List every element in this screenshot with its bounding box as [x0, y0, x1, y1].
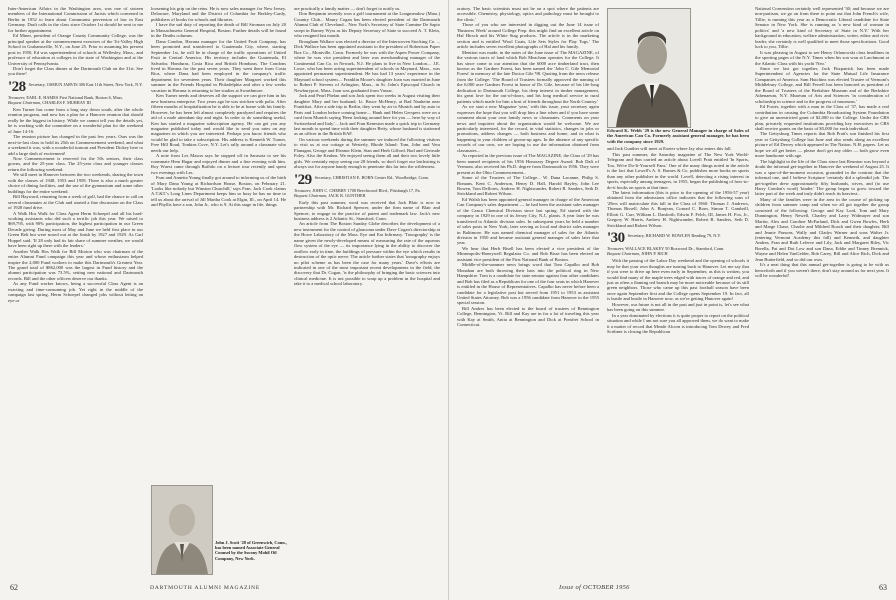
paragraph: Now Commencement is reserved for the 50s seniors, their class gowns, and the 25-year class. The 25-year class and younger classes return the following weekend.	[8, 155, 143, 172]
paragraph: It was pleasing in August to see Henry Orlanowski class headlines in the sporting pages of the N.Y. Times when his son won at Larchmont at the Atlantic Class with his yacht 'Neo.'	[755, 49, 889, 66]
right-column-2	[607, 128, 749, 580]
paragraph: I have the sad duty of reporting the death of Bill Stroman on July 20 in Massachusetts General Hospital, Boston. Further details will be found in the Deaths columns.	[151, 22, 286, 39]
paragraph: As reported in the previous issue of The MAGAZINE, the Class of '29 has been named recipients of his 1956 Honorary Degree Award. Bob Daft of Vermont, also received his Ph.D. degree from Dartmouth in 1956. They were present at the Ohio Commencement...	[457, 153, 599, 175]
paragraph: Since we last got together, Jack Fitzpatrick has been made Superintendent of Agencies for the State Mutual Life Insurance Companies of America. Sam Hutchins was elected Trustee of Vermont's Middlebury College, and Bill Ferrell has been honored as president of the Board of Trustees of the Berkshire Museum and of the Berkshire Athenaeum, N.Y. Museum of Arts and Sciences 'in consideration of scholarship in science and in the progress of museums.'	[755, 65, 889, 104]
treasurer-role: Treasurer,	[8, 94, 26, 100]
treasurer-role: Treasurer,	[294, 187, 312, 193]
portrait-image	[152, 486, 212, 574]
portrait-image	[608, 9, 690, 127]
class-secretary: Secretary, CHRISTIAN E. BORN Center Rd., Woodbridge, Conn.	[314, 174, 429, 180]
class-officers	[8, 95, 143, 105]
paragraph: On various weekends during the summer we induced the following visitors to visit us at our cottage at Westerly, Rhode Island: Tom, John and Vera Flanagan, George and Eleanor Klein, Stan and Herb Gifford, Bud and Gertrude Foley. Also the Keuhns. We enjoyed seeing them all and their two lovely little girls. We certainly enjoy seeing our 28 friends, so don't forget our latchstring is always out for anyone handy enough to penetrate this far into the wilderness.	[294, 136, 440, 170]
paragraph: Early this past summer, word was received that Jack Blair is now in partnership with Mr. Richard Spencer, under the firm name of Blair and Spencer, to engage in the practice of patent and trademark law. Jack's new business address is 2 Atlantic St., Stamford, Conn.	[294, 199, 440, 221]
right-column-1	[457, 6, 599, 580]
treasurer-role: Treasurer,	[607, 246, 625, 252]
paragraph: Ed Miner, president of Orange County Community College, was the principal speaker at the commencement exercises of the Tri-Valley High School in Grahamsville, N.Y., on June 25. Prior to assuming his present post in 1950, Ed was superintendent of schools at Wellesley, Mass., and professor of education at colleges in the state of Washington and at the University of Pennsylvania.	[8, 33, 143, 66]
class-secretary: Secretary, OSMUN JARVIS 306 East 11th Street, New York, N.Y.	[28, 81, 143, 87]
paragraph: Dana Condon, Havana manager for the United Fruit Company, has been promoted and transferred to Guatemala City, where, starting September 1st, he will be in charge of the traffic operations of United Fruit in Central America. His territory includes the Guatemala, El Salvador, Honduras, Costa Rica and British Honduras. The Condons lived in Havana for the past seven years. They went there from Costa Rica, where Dana had been employed in the company's traffic department for seventeen years. Their daughter Margaret worked this summer in the Friends Hospital in Philadelphia and after a few weeks vacation in Havana is returning to her studies at Swarthmore.	[151, 38, 286, 93]
running-footer: DARTMOUTH ALUMNI MAGAZINE	[150, 585, 261, 591]
paragraph: National Convention certainly well represented '30; and because we are non-partisan, we go on from there to point out that John French's wife, Tillie, is running this year as a Democratic Liberal candidate for State Senator in New York. She is running as 'a new kind of woman in politics' and 'a new kind of Secretary of State in N.Y.' With her background in education, welfare administration, writer, editor and civic leader, she certainly is well qualified to meet those specifications. Good luck to you, Tillie.	[755, 6, 889, 50]
class-officers	[294, 188, 440, 198]
class-heading-1930	[607, 231, 749, 245]
class-treasurer: JOHN C. CHERRY 1708 Beechwood Blvd., Pittsburgh 17, Pa.	[312, 187, 421, 193]
paragraph: Bill Andres has been elected to the board of trustees of Bennington College, Bennington, Vt. Bill and Kay are in for a lot of traveling this year with Kay at Smith, Anita at Bennington and Dick at Pomfret School in Connecticut.	[457, 305, 599, 328]
paragraph: Mention was made, in the notes of the June issue of The MAGAZINE, of the various tracts of land which Bob Meacham operates for the College. It has since come to our attention that the 6000 acre timberland tract, then known as the Gardner Forest, has been named the 'John C. Gile Memorial Forest' in memory of the late Doctor Gile '98. Quoting from the news release from the College: 'The Board of Trustees formally approved the naming of the 6,000 acre Gardner Forest in honor of Dr. Gile, because of his life-long dedication to Dartmouth College, his deep interest in timber management, his great love for the out-of-doors, and his long medical service to rural patients which made for him a host of friends throughout the North Country.'	[457, 49, 599, 104]
right-page	[448, 0, 896, 600]
bequest-chairman: JACK R. GUNTHER	[328, 192, 366, 198]
paragraph: loosening his grip on the reins. He is now sales manager for New Jersey, Delaware, Maryland and the District of Columbia for Berkley-Cardy, publishers of books for schools and libraries.	[151, 6, 286, 22]
paragraph: A note from Les Mason says he stopped off in Sarasota to see his roommate Hem Hagar and enjoyed dinner and a fine evening with him. Roy Wuest came through Buffalo on a lecture tour recently and spent two evenings with Les.	[151, 153, 286, 175]
paragraph: Many of the families were in the area in the course of picking up children from summer camp and when we all got together the group consisted of the following: George and Kay Lord, Tom and Mary Dunnington, Henry Newell, Charley and Larry Widmayer and son Martin, Alex and Caroline McFarland, Dick and Gwen Bowles, Herb and Marge Chase, Charlie and Mildred Roach and their daughter, Bill and Jeanie Parsons, Wally and Gladys Warner and sons Walter Jr. (entering Vermont Academy this fall) and Kenneth, and daughter Andrea, Fran and Ruth Leferve and Lily, Jack and Margaret Riley, Vic Borella, Pat and Dot Low and son Dana, Eddie and Tinney Brennick, Wayne and Helen VanGelder, Bob Carey, Bill and Alice Rich, Dick and Jean Butterfield, and so did our own.	[755, 196, 889, 262]
paragraph: We still meet in Hanover between the two weekends, sharing the town with the classes of 1948, 1953 and 1958. There is also a much greater choice of dining facilities, and the use of the gymnasium and some other buildings for the entire weekend.	[8, 172, 143, 194]
portrait-photo	[151, 485, 213, 575]
paragraph: Some of the Trustees of The College... W. Dana Lacanne, Philip S. Bomans, Kent C. Anderson, Henry D. Hall, Harold Bayley, John Lee Bowen, Tom Deflores, Andrew H. Nightwander, Robert B. Sanders, Seth D. Strickland and Robert Wilson.	[457, 175, 599, 197]
paragraph: The reunion picture has changed in the past few years. Ours was the next-to-last class to hold its 25th on Commencement weekend, and what a weekend it was, with a wonderful turnout and President Dickey here to add a large dash of excitement!	[8, 134, 143, 156]
bequest-chairman: CHARLES F. MURRAY III	[42, 99, 91, 105]
paragraph: oratory. The basic scientists must not be on a spot where the patients are accessible. Chemistry, physiology, optics and pathology must be brought to the clinic.'	[457, 6, 599, 22]
paragraph: Those of you who are interested in digging out the June 14 issue of 'Business Week' around College Prep. this might find an excellent article on Hal Hirsch and his White Stag products. The article is in the marketing section and is entitled 'Wool Coats, Life Sets Styles for Play Togs.' The article includes seven excellent photographs of Hal and his family.	[457, 22, 599, 50]
left-column-2	[151, 6, 286, 486]
bequest-chairman: JOHN P. RICH	[641, 251, 668, 257]
paragraph: Don Benjamin recently won a golf tournament at the Longmeadow (Mass.) Country Club... Maury Cogan has been elected president of the Dartmouth Alumni Club of Cleveland... New York's Secretary of State Carmine De Sapio swept in Barney Wyss as his Deputy Secretary of State to succeed A. T. Klein, who resigned last month.	[294, 11, 440, 39]
page-number: 62	[10, 583, 18, 592]
class-treasurer: EARL E. HAMES First National Bank, Boston 6, Mass.	[26, 94, 124, 100]
paragraph: The latest information (this is prior to the opening of the 1956-57 year) obtained from the admissions office indicates that the following sons of '29ers will matriculate this fall in the Class of 1960: Thomas J. Andrews, Thomas Bissell, John A. Bonjean, Conrad C. Born, Simon T. Gambrill, Elliott G. Carr, William L. Danforth, Edwin F. Felch, III, James H. Fox, Jr., Gregory W. Harris, Andrew H. Nightwander, Robert B. Sanders, Seth D. Strickland and Robert Wilson.	[607, 189, 749, 228]
paragraph: Jack and Pearl Phelan and son Jack spent two weeks in August visiting their daughter Mary and her husband, Lt. Bruce McHenry, at Bad Nauheim near Frankfurt. After a side trip to Berlin, they went by air to Munich and by auto to Paris and London before coming home.... Hank and Helen Gerspers were on a card from Munich saying 'Been looking around here for you — here by way of Switzerland and Italy.'... Jack and Fran Keneston made a quick trip to Germany last month to spend time with their daughter Betty, whose husband is stationed as an officer in the British RAF.	[294, 93, 440, 137]
paragraph: Ken Turner has come from a long stay down south, after the whole reunion program, and now has a plan for a Hanover reunion that should really be the biggest in history. While we cannot tell you the details yet, he is working with the committee on a wonderful plan for the weekend of June 14-16.	[8, 106, 143, 134]
class-year: '29	[294, 171, 312, 188]
paragraph: Ed Walsh has been appointed general manager in charge of the American Can Company's sales department — he had been the assistant sales manager of the Canco Chemical Division since last spring. Ed started with the company in 1929 in one of its Jersey City, N.J., plants. A year later he was transferred to Atlantic division sales. In subsequent years he held a number of sales posts in New York, later serving as local and district sales manager in Baltimore. He was named chemical manager of sales for the Atlantic division in 1950 and became assistant general manager of sales later that year.	[457, 196, 599, 246]
photo-caption: John J. Scott '28 of Greenwich, Conn., has been named Associate General Counsel by the Socony Mobil Oil Company, New York.	[215, 540, 287, 561]
bequest-role: Bequest Chairman,	[294, 192, 328, 198]
paragraph: It's a neat thing that this annual get-together is going to be with us henceforth and if you weren't there, don't stay around us for next year. It will be wonderful!	[755, 262, 889, 279]
paragraph: With the passing of the Labor Day weekend and the opening of schools it may be that your own thoughts are turning back to Hanover. Let me say that if you were to drive up here even early in September, as this is written, you would find many of the maple trees edged with traces of orange and red, and just as often a flaming red branch may be more noticeable because of its still green neighbors. Those who came up this past football season have been once again September first and the College opens September 19. In fact, all is bustle and bustle in Hanover now, as we're getting Hanover again!	[607, 258, 749, 302]
paragraph: Fran and Annetta Young finally got around to informing us of the birth of Mary Dana Young at Richardson House, Boston, on February 21. 'Looks like nobody but Winston Churchill,' says Fran. Jack Cook claims A.T.&T.'s Long Lines Department keeps him so busy he has no time to tell us about the arrival of Jill Martha Cook at Elgin, Ill., on April 14. He and Phyllis have a son, John Jr., who is 9. At this stage in life, things	[151, 175, 286, 208]
paragraph: Bill Hayward, returning from a week of golf, had the chance to call on several classmates at the Club and started a fine discussion on the Class of 1928 fund drive.	[8, 194, 143, 211]
bequest-role: Bequest Chairman,	[8, 99, 42, 105]
right-column-3	[755, 6, 889, 580]
paragraph: Middle-of-the-summer news brings word that Tom Capalbo and Bob Monahan are both throwing their hats into the political ring in New Hampshire. Tom is a candidate for state senator against four other candidates and Bob has filed as a Republican for one of the four seats in which Hanover is entitled in the House of Representatives. Capalbo has never before been a candidate for a legislative post but served from 1951 to 1953 as assistant United States Attorney. Bob was a 1956 candidate from Hanover in the 1955 special session.	[457, 262, 599, 306]
page-number: 63	[879, 583, 887, 592]
paragraph: Inter-American Affairs in the Washington area, was one of sixteen members of the International Commission of Jurists which convened in Berlin in 1952 to learn about Communist perversion of law in East Germany. Draft calls in the class since October 1st should be sent to me for further appointment.	[8, 6, 143, 33]
photo-caption: Edward K. Webb '29 is the new General Manager in charge of Sales of the American Can Co. Formerly assistant general manager, he has been with the company since 1929.	[607, 128, 749, 144]
left-column-1	[8, 6, 143, 580]
class-secretary: Secretary, RICHARD W. BOWLEN Reading 79, N.Y.	[627, 233, 721, 239]
paragraph: Ed Foster, together with a man in the Class of '37, has made a real contribution in causing the Columbia Broadcasting System Foundation to give an unrestricted grant of $2,000 to the College. Under the CBS plan, privately requested institutions providing key executives in CBS shall receive grants on the basis of $5,000 for each individual.	[755, 104, 889, 131]
class-treasurer: WALLACE BLAKEY 50 Boxwood Dr., Stamford, Conn.	[625, 246, 725, 252]
paragraph: The highlight in the life of the Class since last Reunion was beyond a doubt the informal get-together in Hanover the weekend of August 25. It was a spur-of-the-moment occasion, grounded in the contrast that the informal one, and I believe Scripture 'certainly did a splendid job. The get-together drew approximately fifty husbands, wives, and (to use Harry Condon's word) 'kinder.' The group began to grow toward the latter part of the week and truly didn't reach its heaviest...	[755, 158, 889, 197]
portrait-photo-webb	[607, 8, 691, 128]
class-officers	[607, 246, 749, 256]
paragraph: We hear that Herb Bisell has been elected a vice president of the Minneapolis-Honeywell Regulator Co. and Bob Bisse has been elected an assistant vice president of the First National Bank of Boston.	[457, 245, 599, 262]
paragraph: The Gettysburg Times reports that Bob Pratt's son finished his first year at Gettysburg College last June and also sends along an excellent picture of Ed Dewey which appeared in The Nation. N.H. papers. Let us hope we all get better — please don't get any older — both grow even more handsome with age.	[755, 131, 889, 159]
left-column-3	[294, 6, 440, 580]
running-footer: Issue of OCTOBER 1956	[559, 584, 630, 591]
paragraph: Another Walk Hos Walk for Bill Morton who was chairman of the entire Alumni Fund campaign this year and whose enthusiasm helped inspire the 2,000 Fund workers to make this Dartmouth's Greatest Year. The grand total of $862,000 was the largest in Fund history and the alumni participation was 73.5%, setting new national and Dartmouth records. Bill and the other officers deserve our thanks.	[8, 248, 143, 281]
paragraph: A Walk Hos Walk for Class Agent Herm Schoepel and all his hard-working assistants who did such a terrific job this year. We raised to $69,795, with 90% participation, the highest participation in our Green Decade giving. During most of May and June we held first place in our Green Belt but were nosed out at the finish by 1927 and 1929. As Carl Hoppel said, 'If 28 only had its fair share of summer weather, we would have been right up there with the leaders.'	[8, 210, 143, 249]
class-year: '30	[607, 230, 625, 247]
paragraph: An article from The Boston Sunday Globe describes the development of a new instrument for the control of glaucoma under Dave Cogan's directorship at the Howe Laboratory of the Mass. Eye and Ear Infirmary. 'Tonography' is the name given the newly-developed means of measuring the rate of the aqueous flow system of the eye — its importance lying in the ability to discover the outflow early in time, the buildings of pressure within the eye which results in destruction of the optic nerve. The article further states that 'tonography enjoys no pilot scheme as has been the case for many years.' Dave's efforts are indicated in one of the most important recent developments in the field, the discovery that Dr. Cogan, 'is the philosophy of bringing the basic sciences into clinical medicine. It is not possible to wrap up a problem in the hospital and take it to a medical school laboratory.	[294, 221, 440, 287]
paragraph: As any Fund worker knows, being a successful Class Agent is an exacting and time-consuming job. Yet right in the middle of the campaign last spring, Herm Schoepel changed jobs without letting an eye or	[8, 281, 143, 303]
paragraph: As we start a new Magazine 'year,' with this issue, your secretary again expresses the hope that you will drop him a line when and if you have some comment about your own family news or classmates. Comments on your news and inquiries about the organization would be welcome. We are particularly interested, for the record, in vital statistics, changes in jobs or promotions, address changes — both business and home, and in what is happening to your children of grown-up ages. In the absence of any specific records of our own, we are hoping to use the information obtained from classmates...	[457, 104, 599, 153]
class-heading-1929	[294, 173, 440, 187]
paragraph: In a year dominated by elections it is quite proper to report on the political situation and while I am not sure you all approved them, we do want to make it a matter of record that Meade Alcorn is introducing Tom Dewey and Fred Scribner is closing the Republican	[607, 312, 749, 335]
paragraph: Brougham Wallace was elected a director of the Interwoven Stocking Co. ... Dick Wallace has been appointed assistant to the president of Robertson Paper Box Co., Montville, Conn. Formerly he was with the Aspen Power Company, where he was vice president and later was merchandising manager of the Continental Can Co. in Newark, N.J. He plans to live in New London.... J.E. Lowe, who has been acting superintendent of schools in Maynard, Mass., was appointed permanent superintendent. He has had 13 years' experience in the Maynard school system.... Franklin Moore's daughter Joan was married in June to Robert P. Stevens of Arlington, Mass., in St. John's Episcopal Church in Newburyport, Mass. Joan was graduated from Vassar.	[294, 38, 440, 93]
bequest-role: Bequest Chairman,	[607, 251, 641, 257]
paragraph: However, our future is not all in the past and just in point is, let's see what has been going on this summer.	[607, 301, 749, 313]
paragraph: are practically a family matter — don't forget to notify us.	[294, 6, 401, 11]
class-year: '28	[8, 78, 26, 95]
paragraph: Don't forget the Class dinner at the Dartmouth Club on the 31st. See you there!	[8, 65, 143, 77]
paragraph: and Jack Gunther will meet at Exeter where Jay also enters this fall.	[607, 146, 732, 152]
paragraph: This past summer, the Saturday magazine of The New York World-Telegram and Sun carried an article about Lovell Pratt entitled 'In Sports, Too, We're Do-It-Yourself Fans.' One of the many things noted in the article is the fact that Lowell's A. S. Barnes & Co. publishes more books on sports than any other publisher in the world. Lovell, detecting a rising interest in sports, especially among teenagers, in 1955, began the publishing of how-to-do-it books on sports at that time.	[607, 151, 749, 190]
class-heading-1928	[8, 80, 143, 94]
paragraph: Ken Turner needs and deserves all the support we can give him in his new business enterprise. Two years ago he was stricken with polio. After fifteen months of hospitalization he is able to be at home with his family. However, he has been left almost completely paralyzed and requires the aid of a male attendant day and night. In order to do something useful, Ken has started a magazine subscription agency. He can get you any magazine published today and would like to send you rates on any magazines in which you are interested. Perhaps you know friends who would be glad to take a subscription. His address is Kenneth W. Turner, Free Hill Road, Tonkins Cove, N.Y. Let's rally around a classmate who needs our help.	[151, 93, 286, 153]
